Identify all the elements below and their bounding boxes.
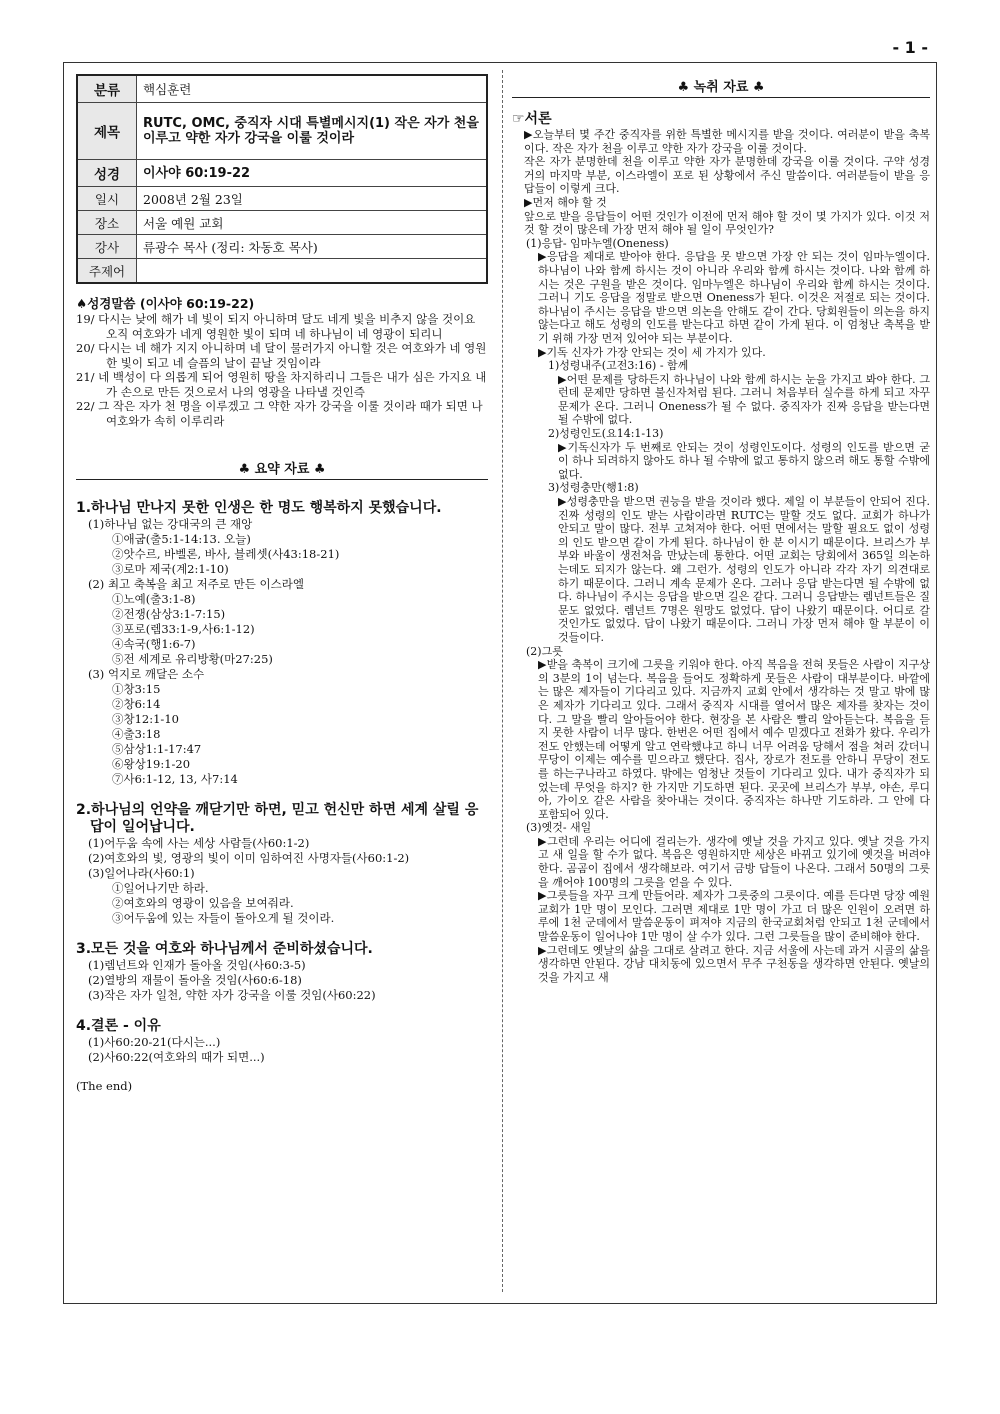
info-table xyxy=(76,74,488,284)
scripture-verses xyxy=(76,312,488,428)
summary-item: (1)사60:20-21(다시는...) xyxy=(88,1035,221,1049)
point-title: (2)그릇 xyxy=(526,644,563,658)
summary-heading: 1.하나님 만나지 못한 인생은 한 명도 행복하지 못했습니다. xyxy=(76,500,442,516)
summary-item: (2)사60:22(여호와의 때가 되면...) xyxy=(88,1050,265,1064)
summary-item: (3) 억지로 깨달은 소수 xyxy=(88,667,205,681)
summary-subitem: ②앗수르, 바벨론, 바사, 블레셋(사43:18-21) xyxy=(112,547,340,561)
verse: 21/ 네 백성이 다 의롭게 되어 영원히 땅을 차지하리니 그들은 내가 심은 가지요 내가 손으로 만든 것으로서 나의 영광을 나타낼 것인즉 xyxy=(76,370,487,399)
summary-subitem: ⑤전 세계로 유리방황(마27:25) xyxy=(112,652,273,666)
summary-banner: ♣ 요약 자료 ♣ xyxy=(76,458,488,480)
date-label: 일시 xyxy=(77,187,137,211)
verse: 20/ 다시는 네 해가 지지 아니하며 네 달이 물러가지 아니할 것은 여호와가 네 영원한 빛이 되고 네 슬픔의 날이 끝날 것임이라 xyxy=(76,341,487,370)
summary-heading: 3.모든 것을 여호와 하나님께서 준비하셨습니다. xyxy=(76,941,373,957)
right-column xyxy=(512,74,930,984)
title-value: RUTC, OMC, 중직자 시대 특별메시지(1) 작은 자가 천을 이루고 약한 자가 강국을 이룰 것이라 xyxy=(137,103,488,160)
summary-subitem: ①창3:15 xyxy=(112,682,161,696)
summary-heading: 2.하나님의 언약을 깨닫기만 하면, 믿고 헌신만 하면 세계 살릴 응답이 일어납니다. xyxy=(76,802,479,835)
category-value: 핵심훈련 xyxy=(137,75,488,103)
summary-subitem: ①노예(출3:1-8) xyxy=(112,592,196,606)
summary-subitem: ①애굽(출5:1-14:13. 오늘) xyxy=(112,532,251,546)
summary-subitem: ④속국(행1:6-7) xyxy=(112,637,196,651)
summary-subitem: ⑦사6:1-12, 13, 사7:14 xyxy=(112,772,238,786)
subpoint-title: 3)성령충만(행1:8) xyxy=(548,481,639,495)
point-title: (1)응답- 임마누엘(Oneness) xyxy=(526,236,669,250)
scripture-label: 성경 xyxy=(77,160,137,187)
recording-banner: ♣ 녹취 자료 ♣ xyxy=(512,76,930,98)
summary-subitem: ⑥왕상19:1-20 xyxy=(112,757,191,771)
subpoint-title: 2)성령인도(요14:1-13) xyxy=(548,427,664,441)
place-label: 장소 xyxy=(77,211,137,235)
intro-paragraph: ▶오늘부터 몇 주간 중직자를 위한 특별한 메시지를 받을 것이다. 여러분이 받을 축복이다. 작은 자가 천을 이루고 약한 자가 강국을 이룰 것이다. xyxy=(524,128,930,155)
summary-item: (1)하나님 없는 강대국의 큰 재앙 xyxy=(88,517,253,531)
intro-paragraph: 앞으로 받을 응답들이 어떤 것인가 이전에 먼저 해야 할 것이 몇 가지가 있다. 이것 저것 할 것이 많은데 가장 먼저 해야 될 일이 무엇인가? xyxy=(524,209,930,237)
subpoint-paragraph: ▶성령충만을 받으면 권능을 받을 것이라 했다. 제일 이 부분들이 안되어 진다. 진짜 성령의 인도 받는 사람이라면 RUTC는 말할 것도 없다. 교회가 하나가 안되고 말이 많다. 전부 고쳐져야 한다. 어떤 면에서는 말할 필요도 없이 성령의 인도 받으면 같이 가게 된다. 하나님이 한 분 이시기 때문이다. 브리스가 부부와 바울이 생전처음 만났는데 통한다. 어떤 교회는 당회에서 365일 의논하는데도 되지가 않는다. 왜 그런가. 성령의 인도가 아니라 각각 자기 의견대로 하기 때문이다. 그러니 계속 문제가 온다. 그러나 응답 받는다면 될 수밖에 없다. 하나님이 주시는 응답을 받으면 길은 같다. 그러니 응답받는 렘넌트들은 질문도 없었다. 렘넌트 7명은 원망도 없었다. 답이 나왔기 때문이다. 어디로 갈 것인가도 없었다. 답이 나왔기 때문이다. 그러니 가장 먼저 해야 할 부분이 이것들이다. xyxy=(558,495,930,644)
subpoint-title: 1)성령내주(고전3:16) - 함께 xyxy=(548,359,689,373)
summary-item: (1)어두움 속에 사는 세상 사람들(사60:1-2) xyxy=(88,836,310,850)
speaker-label: 강사 xyxy=(77,235,137,259)
subpoint-paragraph: ▶기독신자가 두 번째로 안되는 것이 성령인도이다. 성령의 인도를 받으면 굳이 하나 되려하지 않아도 하나 될 수밖에 없고 통하지 않으려 해도 통할 수밖에 없다. xyxy=(558,440,930,481)
speaker-value: 류광수 목사 (정리: 차동호 목사) xyxy=(137,235,488,259)
point-paragraph: ▶그런데 우리는 어디에 걸리는가. 생각에 옛날 것을 가지고 있다. 옛날 것을 가지고 새 일을 할 수가 없다. 복음은 영원하지만 세상은 바뀌고 있기에 옛것을 버려야 한다. 곰곰이 집에서 생각해보라. 여기서 금방 답들이 나온다. 그래서 50명의 그릇을 깨어야 100명의 그릇을 얻을 수 있다. xyxy=(538,834,930,889)
title-label: 제목 xyxy=(77,103,137,160)
summary-section xyxy=(76,500,488,787)
intro-heading: ☞서론 xyxy=(512,111,552,127)
summary-subitem: ③로마 제국(계2:1-10) xyxy=(112,562,229,576)
subpoint-paragraph: ▶어떤 문제를 당하든지 하나님이 나와 함께 하시는 눈을 가지고 봐야 한다. 그런데 문제만 당하면 불신자처럼 된다. 그러니 처음부터 실수를 하게 되고 자꾸 문제가 온다. 그러니 Oneness가 될 수 없다. 중직자가 진짜 응답을 받는다면 될 수밖에 없다. xyxy=(558,372,930,427)
scripture-value: 이사야 60:19-22 xyxy=(137,160,488,187)
summary-subitem: ③창12:1-10 xyxy=(112,712,179,726)
intro-paragraph: ▶먼저 해야 할 것 xyxy=(524,195,607,209)
topic-value xyxy=(137,259,488,284)
verse: 19/ 다시는 낮에 해가 네 빛이 되지 아니하며 달도 네게 빛을 비추지 않을 것이요 오직 여호와가 네게 영원한 빛이 되며 네 하나님이 네 영광이 되리니 xyxy=(76,312,476,341)
summary-item: (3)작은 자가 일천, 약한 자가 강국을 이룰 것임(사60:22) xyxy=(88,988,376,1002)
summary-heading: 4.결론 - 이유 xyxy=(76,1018,161,1034)
intro-paragraph: 작은 자가 분명한데 천을 이루고 약한 자가 분명한데 강국을 이룰 것이다. 구약 성경 거의 마지막 부분, 이스라엘이 포로 된 상황에서 주신 말씀이다. 여러분들이 받을 응답들이 이렇게 크다. xyxy=(524,155,930,196)
place-value: 서울 예원 교회 xyxy=(137,211,488,235)
summary-section xyxy=(76,802,488,926)
column-divider xyxy=(502,70,503,1292)
summary-item: (2)열방의 재물이 돌아올 것임(사60:6-18) xyxy=(88,973,302,987)
summary-subitem: ②여호와의 영광이 있음을 보여줘라. xyxy=(112,896,294,910)
point-paragraph: ▶그릇들을 자꾸 크게 만들어라. 제자가 그릇중의 그릇이다. 예를 든다면 당장 예원교회가 1만 명이 모인다. 그러면 제대로 1만 명이 가고 더 많은 인원이 오려면 하루에 1천 군데에서 말씀운동이 펴져야 지금의 한국교회처럼 안되고 1천 군데에서 말씀운동이 일어나야 1만 명이 살 수가 있다. 그런 그릇들을 많이 준비해야 한다. xyxy=(538,889,930,944)
topic-label: 주제어 xyxy=(77,259,137,284)
summary-subitem: ①일어나기만 하라. xyxy=(112,881,209,895)
summary-item: (1)렘넌트와 인재가 돌아올 것임(사60:3-5) xyxy=(88,958,306,972)
page-number: - 1 - xyxy=(892,38,928,57)
summary-subitem: ④출3:18 xyxy=(112,727,161,741)
summary-subitem: ②전쟁(삼상3:1-7:15) xyxy=(112,607,226,621)
summary-subitem: ⑤삼상1:1-17:47 xyxy=(112,742,202,756)
category-label: 분류 xyxy=(77,75,137,103)
summary-item: (3)일어나라(사60:1) xyxy=(88,866,195,880)
left-column xyxy=(76,74,488,1093)
point-paragraph: ▶받을 축복이 크기에 그릇을 키워야 한다. 아직 복음을 전혀 못들은 사람이 지구상의 3분의 1이 넘는다. 복음을 들어도 정확하게 못들은 사람이 대부분이다. 바깥에는 많은 제자들이 기다리고 있다. 지금까지 교회 안에서 생각하는 것 말고 밖에 많은 제자가 기다리고 있다. 그래서 중직자 시대를 열어서 많은 제자를 찾자는 것이다. 그 말을 빨리 알아들어야 한다. 현장을 본 사람은 빨리 알아듣는다. 복음을 듣지 못한 사람이 너무 많다. 한번은 어떤 집에서 예수 믿겠다고 전화가 왔다. 우리가 전도 안했는데 어떻게 알고 연락했냐고 하니 너무 어려움 당해서 점을 쳐러 갔더니 무당이 이제는 예수를 믿으라고 했단다. 집사, 장로가 전도를 안하니 무당이 전도를 하는구나라고 하였다. 밖에는 엄청난 것들이 기다리고 있다. 내가 중직자가 되었는데 무엇을 하지? 한 가지만 기도하면 된다. 곳곳에 브리스가 부부, 야손, 루디아, 가이오 같은 사람을 찾아내는 것이다. 중직자는 하나만 기도하라. 그 안에 다 포함되어 있다. xyxy=(538,658,930,821)
summary-item: (2) 최고 축복을 최고 저주로 만든 이스라엘 xyxy=(88,577,304,591)
summary-subitem: ③어두움에 있는 자들이 돌아오게 될 것이라. xyxy=(112,911,335,925)
point-paragraph: ▶그런데도 옛날의 삶을 그대로 살려고 한다. 지금 서울에 사는데 과거 시골의 삶을 생각하면 안된다. 강남 대치동에 있으면서 무주 구천동을 생각하면 안된다. 옛날의 것을 가지고 새 xyxy=(538,943,930,984)
point-paragraph: ▶기독 신자가 가장 안되는 것이 세 가지가 있다. xyxy=(538,345,766,359)
summary-subitem: ③포로(렘33:1-9,사6:1-12) xyxy=(112,622,255,636)
summary-item: (2)여호와의 빛, 영광의 빛이 이미 임하여진 사명자들(사60:1-2) xyxy=(88,851,410,865)
summary-section xyxy=(76,1018,488,1065)
verse: 22/ 그 작은 자가 천 명을 이루겠고 그 약한 자가 강국을 이룰 것이라 때가 되면 나 여호와가 속히 이루리라 xyxy=(76,399,483,428)
point-paragraph: ▶응답을 제대로 받아야 한다. 응답을 못 받으면 가장 안 되는 것이 임마누엘이다. 하나님이 나와 함께 하시는 것이 아니라 우리와 함께 하시는 것이다. 나와 함께 하시는 것은 구원을 받은 것이다. 임마누엘은 하나님이 우리와 함께 하시는 것이다. 그러니 기도 응답을 정말로 받으면 Oneness가 된다. 이것은 저절로 되는 것이다. 하나님이 주시는 응답을 받으면 의논을 안해도 같이 간다. 당회원들이 의논을 하지 않는다고 해도 성령의 인도를 받는다고 하면 같이 가게 된다. 이 엄청난 축복을 받기 위해 가장 먼저 있어야 되는 부분이다. xyxy=(538,250,930,345)
date-value: 2008년 2월 23일 xyxy=(137,187,488,211)
end-marker: (The end) xyxy=(76,1079,133,1093)
summary-section xyxy=(76,941,488,1003)
point-title: (3)옛것- 새일 xyxy=(526,821,592,835)
scripture-section-title: ♠성경말씀 (이사야 60:19-22) xyxy=(76,296,255,311)
summary-subitem: ②창6:14 xyxy=(112,697,161,711)
